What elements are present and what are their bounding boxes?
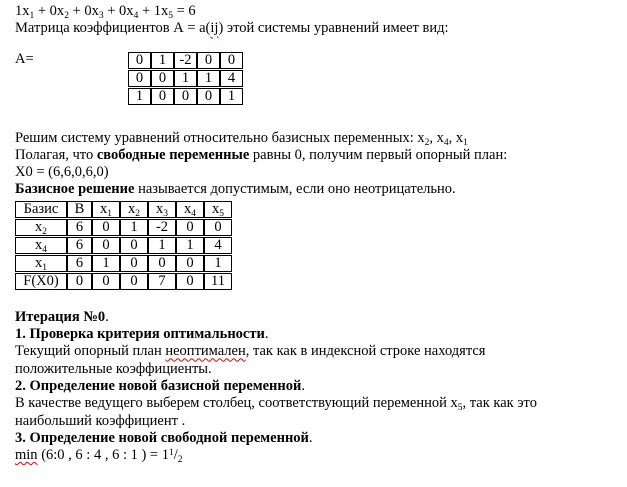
table-cell: 1 <box>197 70 220 87</box>
text-run: 2 <box>424 137 430 148</box>
text-run: 4 <box>133 11 139 21</box>
table-cell: 0 <box>197 52 220 69</box>
coefficient-matrix-block <box>15 51 627 106</box>
table-cell: 6 <box>67 237 92 254</box>
table-cell: F(X0) <box>15 273 67 290</box>
text-run: 4 <box>443 137 449 148</box>
text-run: ) этой системы уравнений имеет вид: <box>218 20 449 37</box>
text-run: 1. Проверка критерия оптимальности <box>15 326 265 343</box>
text-run: называется допустимым, если оно неотрицательно. <box>134 181 456 198</box>
matrix-label: A= <box>15 50 34 67</box>
step2-heading <box>15 378 627 395</box>
step1-text-line2 <box>15 361 627 378</box>
table-cell: 1 <box>128 88 151 105</box>
text-run: Матрица коэффициентов А = a( <box>15 20 211 37</box>
table-row <box>128 70 243 87</box>
table-cell: 0 <box>92 219 120 236</box>
table-cell: $x_4$ <box>15 237 67 254</box>
table-row <box>15 219 232 236</box>
subscript: 4 <box>42 244 47 255</box>
column-header: $x_5$ <box>204 201 232 218</box>
subscript: 4 <box>191 208 196 219</box>
step2-text-line1 <box>15 395 627 412</box>
text-run: + 0x <box>68 3 99 19</box>
table-cell: 1 <box>204 255 232 272</box>
table-cell: 0 <box>151 70 174 87</box>
table-row <box>128 88 243 105</box>
table-cell: 1 <box>174 70 197 87</box>
text-run: Итерация №0 <box>15 308 106 325</box>
subscript: 1 <box>42 262 47 273</box>
basis-definition-line <box>15 181 627 198</box>
step2-text-line2 <box>15 413 627 430</box>
column-header: $x_2$ <box>120 201 148 218</box>
text-run: , так как это <box>462 395 537 412</box>
table-cell: 7 <box>148 273 176 290</box>
simplex-basis-table <box>15 200 232 291</box>
table-cell: -2 <box>174 52 197 69</box>
table-cell: $x_1$ <box>15 255 67 272</box>
step1-text-line1 <box>15 343 627 360</box>
column-header: $x_4$ <box>176 201 204 218</box>
text-run: свободные переменные <box>96 146 250 163</box>
text-run: , x <box>429 129 444 146</box>
table-row <box>15 237 232 254</box>
table-cell: -2 <box>148 219 176 236</box>
text-run: 1 <box>29 11 35 21</box>
column-header: B <box>67 201 92 218</box>
table-cell: 0 <box>197 88 220 105</box>
text-run: Решим систему уравнений относительно базисных переменных: x <box>15 129 425 146</box>
table-cell: 0 <box>120 255 148 272</box>
table-cell: 1 <box>151 52 174 69</box>
table-cell: 0 <box>120 273 148 290</box>
text-run: , x <box>448 129 464 146</box>
text-run: Текущий опорный план <box>15 343 166 360</box>
free-variables-line <box>15 147 627 164</box>
min-ratio-line <box>15 447 627 464</box>
table-cell: 6 <box>67 219 92 236</box>
text-run: 5 <box>457 403 463 414</box>
table-cell: 4 <box>204 237 232 254</box>
table-cell: 0 <box>204 219 232 236</box>
column-header: $x_3$ <box>148 201 176 218</box>
table-cell: 4 <box>220 70 243 87</box>
table-cell: 11 <box>204 273 232 290</box>
subscript: 2 <box>135 208 140 219</box>
table-cell: 1 <box>120 219 148 236</box>
text-run: . <box>308 429 313 446</box>
text-run: + 1x <box>138 3 169 19</box>
subscript: 3 <box>163 208 168 219</box>
text-run: 5 <box>168 11 173 21</box>
misspelled-text: min <box>15 447 38 464</box>
subscript: 2 <box>42 226 47 237</box>
text-run: + 0x <box>34 3 65 19</box>
text-run: 1 <box>168 448 174 459</box>
text-run: (6:0 , 6 : 4 , 6 : 1 ) = 1 <box>37 447 169 464</box>
step3-heading <box>15 430 627 447</box>
table-cell: 0 <box>67 273 92 290</box>
table-cell: 1 <box>92 255 120 272</box>
header-row <box>15 201 232 218</box>
table-cell: 0 <box>128 70 151 87</box>
text-run: X0 = (6,6,0,6,0) <box>15 164 109 181</box>
step1-heading <box>15 326 627 343</box>
coefficient-matrix-table <box>128 51 243 106</box>
table-cell: 1 <box>220 88 243 105</box>
text-run: Базисное решение <box>15 181 135 198</box>
table-cell: 6 <box>67 255 92 272</box>
text-run: Полагая, что <box>15 146 97 163</box>
table-cell: 0 <box>128 52 151 69</box>
iteration-heading <box>15 309 627 326</box>
text-run: 3 <box>98 11 104 21</box>
text-run: 2. Определение новой базисной переменной <box>15 377 302 394</box>
text-run: 1x <box>15 3 30 19</box>
column-header: $x_1$ <box>92 201 120 218</box>
misspelled-text: неоптимален <box>165 343 246 360</box>
text-run: 1 <box>463 137 468 148</box>
text-run: В качестве ведущего выберем столбец, соответствующий переменной x <box>15 395 458 412</box>
table-cell: 1 <box>148 237 176 254</box>
table-cell: 1 <box>176 237 204 254</box>
x0-plan-line <box>15 164 627 181</box>
subscript: 5 <box>219 208 224 219</box>
text-run: / <box>173 447 178 464</box>
table-row <box>15 273 232 290</box>
text-run: . <box>301 377 305 394</box>
table-row <box>128 52 243 69</box>
equation-line <box>15 3 627 20</box>
column-header: Базис <box>15 201 67 218</box>
table-cell: 0 <box>92 237 120 254</box>
text-run: + 0x <box>103 3 134 19</box>
table-row <box>15 255 232 272</box>
text-run: равны 0, получим первый опорный план: <box>249 146 508 163</box>
text-run: 3. Определение новой свободной переменной <box>15 429 309 446</box>
matrix-intro-line <box>15 20 627 37</box>
text-run: 2 <box>177 455 183 466</box>
text-run: положительные коэффициенты. <box>15 360 212 377</box>
text-run: 2 <box>64 11 69 21</box>
table-cell: 0 <box>151 88 174 105</box>
table-cell: 0 <box>174 88 197 105</box>
text-run: . <box>264 326 269 343</box>
text-run: , так как в индексной строке находятся <box>245 343 486 360</box>
table-cell: 0 <box>176 219 204 236</box>
text-run: . <box>105 308 109 325</box>
table-cell: 0 <box>120 237 148 254</box>
solve-system-line <box>15 130 627 147</box>
table-cell: 0 <box>176 273 204 290</box>
table-cell: $x_2$ <box>15 219 67 236</box>
subscript: 1 <box>107 208 112 219</box>
table-cell: 0 <box>220 52 243 69</box>
table-cell: 0 <box>176 255 204 272</box>
table-cell: 0 <box>92 273 120 290</box>
text-run: = 6 <box>173 3 196 19</box>
text-run: наибольший коэффициент . <box>15 412 186 429</box>
misspelled-text: ij <box>210 20 219 37</box>
table-cell: 0 <box>148 255 176 272</box>
